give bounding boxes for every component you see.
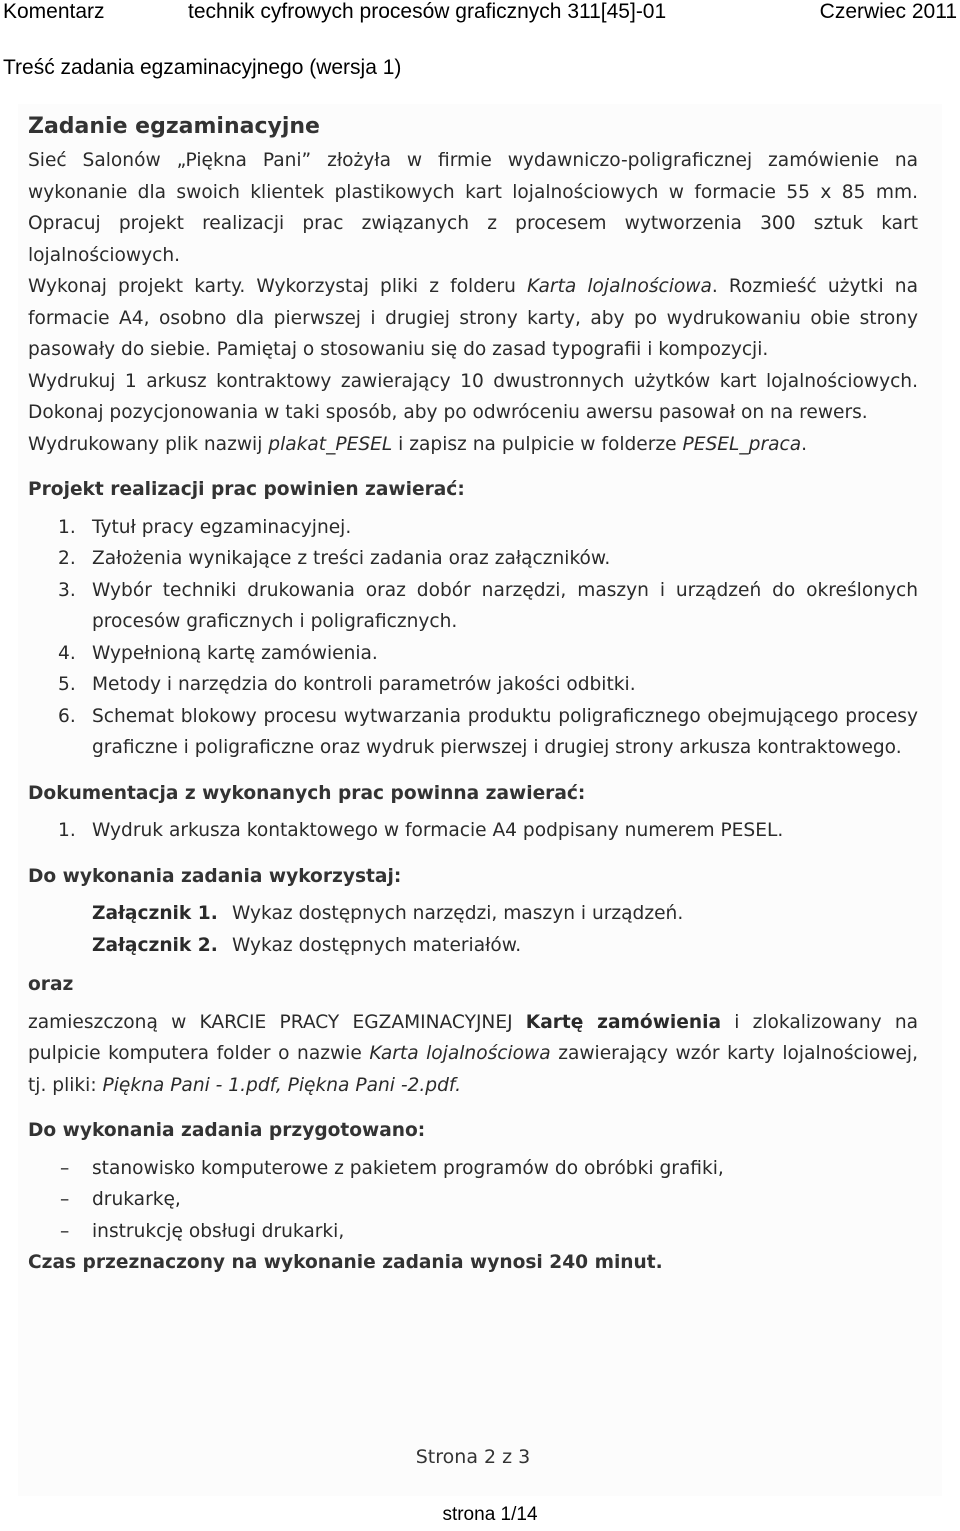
- list-item: 5. Metody i narzędzia do kontroli parametrów jakości odbitki.: [58, 674, 636, 695]
- attachment-row: Załącznik 1. Wykaz dostępnych narzędzi, maszyn i urządzeń.: [92, 903, 684, 924]
- documentation-heading: Dokumentacja z wykonanych prac powinna zawierać:: [28, 782, 586, 804]
- header-center: technik cyfrowych procesów graficznych 311[45]-01: [188, 0, 667, 23]
- oraz-label: oraz: [28, 974, 74, 995]
- list-item: 4. Wypełnioną kartę zamówienia.: [58, 642, 378, 664]
- attachments-list: [28, 898, 918, 961]
- header-left: Komentarz: [3, 0, 105, 23]
- exam-task-document: [28, 112, 918, 1279]
- header-right: Czerwiec 2011: [819, 0, 957, 23]
- task-title: Zadanie egzaminacyjne: [28, 114, 320, 139]
- task-paragraph-3: Wydrukuj 1 arkusz kontraktowy zawierający 10 dwustronnych użytków kart lojalnościowych. Dokonaj pozycjonowania w taki sposób, aby po odwróceniu awersu pasował on na rewers.: [28, 370, 918, 423]
- use-heading: Do wykonania zadania wykorzystaj:: [28, 865, 402, 887]
- list-item: 6. Schemat blokowy procesu wytwarzania produktu poligraficznego obejmującego procesy graficzne i poligraficzne oraz wydruk pierwszej i drugiej strony arkusza kontraktowego.: [58, 705, 918, 758]
- list-item: 3. Wybór techniki drukowania oraz dobór narzędzi, maszyn i urządzeń do określonych procesów graficznych i poligraficznych.: [58, 579, 918, 632]
- use-paragraph: zamieszczoną w KARCIE PRACY EGZAMINACYJNEJ Kartę zamówienia i zlokalizowany na pulpicie komputera folder o nazwie Karta lojalnościowa zawierający wzór karty lojalnościowej, tj. pliki: Piękna Pani - 1.pdf, Piękna Pani -2.pdf.: [28, 1011, 919, 1096]
- header-subtitle: Treść zadania egzaminacyjnego (wersja 1): [3, 56, 402, 79]
- list-item: – stanowisko komputerowe z pakietem programów do obróbki grafiki,: [60, 1157, 724, 1179]
- task-paragraph-4: Wydrukowany plik nazwij plakat_PESEL i zapisz na pulpicie w folderze PESEL_praca.: [28, 433, 808, 455]
- task-paragraph-2: Wykonaj projekt karty. Wykorzystaj pliki z folderu Karta lojalnościowa. Rozmieść użytki na formacie A4, osobno dla pierwszej i drugiej strony karty, aby po wydrukowaniu obie strony pasowały do siebie. Pamiętaj o stosowaniu się do zasad typografii i kompozycji.: [28, 276, 918, 360]
- list-item: 1. Tytuł pracy egzaminacyjnej.: [58, 516, 352, 538]
- list-item: 2. Założenia wynikające z treści zadania oraz załączników.: [58, 548, 611, 569]
- time-note: Czas przeznaczony na wykonanie zadania wynosi 240 minut.: [28, 1252, 663, 1273]
- prepared-list: [28, 1153, 918, 1248]
- task-paragraph-1: Sieć Salonów „Piękna Pani” złożyła w firmie wydawniczo-poligraficznej zamówienie na wykonanie dla swoich klientek plastikowych kart lojalnościowych w formacie 55 x 85 mm. Opracuj projekt realizacji prac związanych z procesem wytworzenia 300 sztuk kart lojalnościowych.: [28, 150, 918, 266]
- page-footer: strona 1/14: [442, 1504, 538, 1525]
- project-list: [28, 512, 918, 764]
- prepared-heading: Do wykonania zadania przygotowano:: [28, 1120, 426, 1141]
- list-item: 1. Wydruk arkusza kontaktowego w formacie A4 podpisany numerem PESEL.: [58, 820, 784, 841]
- project-heading: Projekt realizacji prac powinien zawierać:: [28, 479, 465, 500]
- attachment-row: Załącznik 2. Wykaz dostępnych materiałów.: [92, 934, 522, 956]
- documentation-list: [28, 815, 918, 847]
- scan-page-number: Strona 2 z 3: [415, 1446, 531, 1468]
- list-item: – drukarkę,: [60, 1189, 181, 1210]
- list-item: – instrukcję obsługi drukarki,: [60, 1220, 345, 1242]
